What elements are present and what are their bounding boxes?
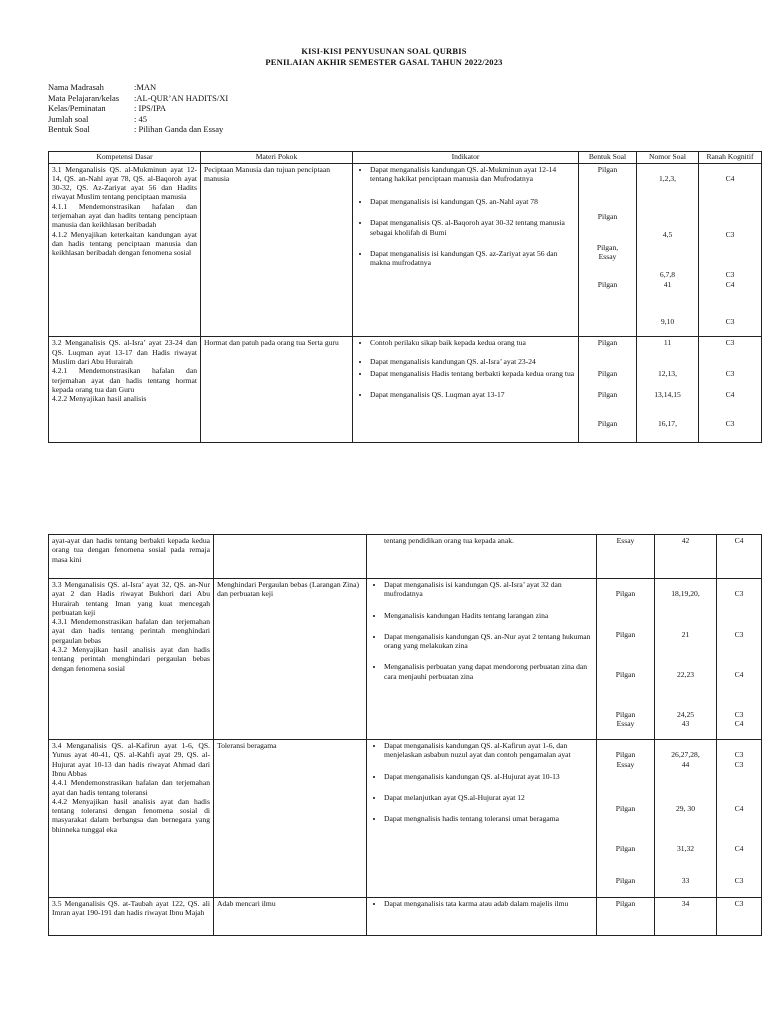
doc-subtitle: PENILAIAN AKHIR SEMESTER GASAL TAHUN 2022/2023 — [265, 57, 503, 67]
col-header-materi: Materi Pokok — [201, 152, 353, 164]
kd-text: 4.3.2 Menyajikan hasil analisis ayat dan hadis tentang perintah menghindari pergaulan bebas dengan fenomena sosial — [52, 645, 210, 673]
ranah-value: C3 — [725, 338, 735, 348]
kd-text: 3.1 Menganalisis QS. al-Mukminun ayat 12-14, QS. an-Nahl ayat 78, QS. al-Baqoroh ayat 30-32, QS. Az-Zariyat ayat 56 dan Hadits riwayat Muslim tentang penciptaan manusia — [52, 164, 197, 202]
bentuk-cell — [597, 579, 655, 740]
table-row — [49, 337, 762, 443]
meta-value: : 45 — [134, 113, 147, 124]
materi-cell — [214, 535, 367, 579]
materi-cell: Toleransi beragama — [214, 740, 367, 898]
bentuk-value: Pilgan — [615, 843, 636, 853]
indikator-cell — [367, 535, 597, 579]
bentuk-value: Pilgan — [615, 629, 636, 639]
ranah-value: C3 C3 — [734, 750, 744, 769]
ranah-cell — [717, 579, 762, 740]
meta-value: : IPS/IPA — [134, 103, 167, 114]
indikator-item: • Dapat menganalisis kandungan QS. al-Isra’ ayat 23-24 — [370, 357, 575, 366]
nomor-value: 11 — [663, 338, 672, 348]
bentuk-value: Pilgan Essay — [615, 750, 636, 769]
indikator-item: • Dapat menganalisis Hadis tentang berbakti kepada kedua orang tua — [370, 369, 575, 378]
kd-text: 4.1.1 Mendemonstrasikan hafalan dan terjemahan ayat dan hadits tentang penciptaan manusia dan keikhlasan beribadah — [52, 201, 197, 230]
indikator-cell — [367, 898, 597, 936]
table-row — [49, 163, 762, 337]
meta-key: Mata Pelajaran/kelas — [48, 92, 120, 103]
kd-text: 3.5 Menganalisis QS. at-Taubah ayat 122, QS. ali Imran ayat 190-191 dan hadis riwayat Ibnu Majah — [52, 899, 210, 918]
nomor-value: 26,27,28, 44 — [671, 750, 700, 769]
ranah-value: C3 — [734, 629, 744, 639]
bentuk-cell — [579, 163, 637, 337]
meta-row — [48, 82, 228, 93]
indikator-cell — [353, 163, 579, 337]
ranah-value: C4 — [734, 843, 744, 853]
nomor-value: 6,7,8 41 — [659, 270, 676, 289]
kd-text: 3.4 Menganalisis QS. al-Kafirun ayat 1-6, QS. Yunus ayat 40-41, QS. al-Kahfi ayat 29, QS. al-Hujurat ayat 10-13 dan hadis riwayat Ahmad dari Ibnu Abbas — [52, 741, 210, 778]
indikator-item: • Dapat menganalisis QS. Luqman ayat 13-17 — [370, 390, 575, 399]
meta-value: : Pilihan Ganda dan Essay — [134, 124, 224, 135]
kd-cell — [49, 740, 214, 898]
indikator-item: • Dapat menganalisis isi kandungan QS. az-Zariyat ayat 56 dan makna mufrodatnya — [370, 249, 575, 268]
meta-row — [48, 114, 228, 125]
indikator-item: • Dapat mengnalisis hadis tentang toleransi umat beragama — [384, 814, 593, 823]
bentuk-value: Pilgan — [597, 338, 618, 348]
nomor-value: 33 — [681, 876, 690, 886]
bentuk-value: Pilgan, Essay — [596, 242, 619, 261]
kd-text: 4.1.2 Menyajikan keterkaitan kandungan ayat dan hadis tentang penciptaan manusia dan keikhlasan beribadah dengan fenomena sosial — [52, 229, 197, 258]
meta-block — [48, 82, 228, 135]
col-header-kd: Kompetensi Dasar — [49, 152, 201, 164]
ranah-value: C4 — [725, 173, 735, 183]
meta-key: Jumlah soal — [48, 113, 89, 124]
ranah-value: C3 — [725, 230, 735, 240]
bentuk-value: Pilgan — [615, 589, 636, 599]
nomor-value: 1,2,3, — [658, 173, 677, 183]
ranah-cell — [699, 337, 762, 443]
nomor-cell — [655, 740, 717, 898]
indikator-item: • Dapat menganalisis QS. al-Baqoroh ayat 30-32 tentang manusia sebagai kholifah di Bumi — [370, 218, 575, 237]
col-header-nomor: Nomor Soal — [637, 152, 699, 164]
ranah-value: C3 — [734, 876, 744, 886]
col-header-ranah: Ranah Kognitif — [699, 152, 762, 164]
meta-row — [48, 124, 228, 135]
bentuk-value: Pilgan — [597, 279, 618, 289]
indikator-item: • Dapat menganalisis kandungan QS. al-Hujurat ayat 10-13 — [384, 772, 593, 781]
bentuk-value: Pilgan — [597, 164, 618, 174]
col-header-bentuk: Bentuk Soal — [579, 152, 637, 164]
table-row — [49, 740, 762, 898]
ranah-value: C4 — [734, 669, 744, 679]
bentuk-value: Pilgan — [615, 669, 636, 679]
ranah-cell — [699, 163, 762, 337]
kd-text: 4.2.1 Mendemonstrasikan hafalan dan terjemahan ayat dan hadis tentang hormat kepada orang tua dan Guru — [52, 366, 197, 394]
bentuk-cell — [579, 337, 637, 443]
meta-row — [48, 93, 228, 104]
nomor-value: 12,13, — [658, 369, 677, 379]
materi-cell: Hormat dan patuh pada orang tua Serta guru — [201, 337, 353, 443]
bentuk-value: Pilgan Essay — [615, 710, 636, 729]
meta-value: :AL-QUR’AN HADITS/XI — [134, 92, 229, 103]
materi-cell: Menghindari Pergaulan bebas (Larangan Zina) dan perbuatan keji — [214, 579, 367, 740]
kd-cell — [49, 579, 214, 740]
indikator-cell — [367, 740, 597, 898]
kd-cell — [49, 337, 201, 443]
kd-text: 4.3.1 Mendemonstrasikan hafalan dan terjemahan ayat dan hadis tentang perintah menghindari pergaulan bebas — [52, 617, 210, 645]
ranah-value: C4 — [725, 390, 735, 400]
kd-text: ayat-ayat dan hadis tentang berbakti kepada kedua orang tua dengan fenomena sosial pada remaja masa kini — [52, 536, 210, 564]
meta-key: Kelas/Peminatan — [48, 103, 106, 114]
kd-text: 4.4.2 Menyajikan hasil analisis ayat dan hadis tentang toleransi dengan fenomena sosial di masyarakat dalam berbangsa dan bernegara yang bhinneka tunggal eka — [52, 796, 210, 834]
indikator-item: • Dapat menganalisis kandungan QS. al-Mukminun ayat 12-14 tentang hakikat penciptaan manusia dan Mufrodatnya — [370, 165, 575, 184]
ranah-cell: C4 — [717, 535, 762, 579]
nomor-cell: 34 — [655, 898, 717, 936]
ranah-value: C3 C4 — [734, 710, 744, 729]
table-row — [49, 898, 762, 936]
ranah-value: C3 — [725, 369, 735, 379]
kd-text: 3.2 Menganalisis QS. al-Isra’ ayat 23-24 dan QS. Luqman ayat 13-17 dan Hadis riwayat Muslim dari Abu Hurairah — [52, 338, 197, 366]
materi-cell: Adab mencari ilmu — [214, 898, 367, 936]
indikator-cell — [367, 579, 597, 740]
ranah-value: C3 C4 — [725, 270, 735, 289]
kd-cell — [49, 535, 214, 579]
indikator-item: • Dapat menganalisis tata karma atau adab dalam majelis ilmu — [384, 899, 593, 908]
materi-cell: Peciptaan Manusia dan tujuan penciptaan manusia — [201, 163, 353, 337]
indikator-item: • Dapat menganalisis isi kandungan QS. an-Nahl ayat 78 — [370, 197, 575, 206]
ranah-cell — [717, 740, 762, 898]
kd-text: 4.2.2 Menyajikan hasil analisis — [52, 394, 147, 404]
ranah-value: C3 — [725, 316, 735, 326]
indikator-item: • Dapat menganalisis isi kandungan QS. al-Isra’ ayat 32 dan mufrodatnya — [384, 580, 593, 599]
bentuk-value: Pilgan — [615, 803, 636, 813]
ranah-value: C4 — [734, 803, 744, 813]
col-header-indikator: Indikator — [353, 152, 579, 164]
indikator-item: • Contoh perilaku sikap baik kepada kedua orang tua — [370, 338, 575, 347]
kd-text: 4.4.1 Mendemonstrasikan hafalan dan terjemahan ayat dan hadis tentang toleransi — [52, 778, 210, 797]
indikator-item: • Dapat melanjutkan ayat QS.al-Hujurat ayat 12 — [384, 793, 593, 802]
ranah-value: C3 — [734, 589, 744, 599]
nomor-value: 16,17, — [658, 419, 677, 429]
table-row — [49, 579, 762, 740]
table-row — [49, 535, 762, 579]
doc-title: KISI-KISI PENYUSUNAN SOAL QURBIS — [301, 46, 467, 56]
indikator-item: • Menganalisis kandungan Hadits tentang larangan zina — [384, 611, 593, 620]
nomor-cell — [637, 337, 699, 443]
nomor-value: 18,19,20, — [671, 589, 700, 599]
nomor-value: 4,5 — [662, 230, 673, 240]
kd-cell — [49, 898, 214, 936]
nomor-value: 22,23 — [676, 669, 695, 679]
bentuk-value: Pilgan — [597, 419, 618, 429]
bentuk-cell: Pilgan — [597, 898, 655, 936]
bentuk-cell: Essay — [597, 535, 655, 579]
indikator-text: tentang pendidikan orang tua kepada anak. — [384, 536, 514, 545]
bentuk-value: Pilgan — [615, 876, 636, 886]
nomor-cell: 42 — [655, 535, 717, 579]
nomor-value: 21 — [681, 629, 690, 639]
nomor-value: 13,14,15 — [654, 390, 681, 400]
bentuk-value: Pilgan — [597, 390, 618, 400]
nomor-value: 31,32 — [676, 843, 695, 853]
nomor-value: 9,10 — [660, 316, 675, 326]
nomor-value: 29, 30 — [676, 803, 695, 813]
indikator-item: • Dapat menganalisis kandungan QS. an-Nur ayat 2 tentang hukuman orang yang melakukan zina — [384, 632, 593, 651]
nomor-value: 24,25 43 — [676, 710, 695, 729]
bentuk-value: Pilgan — [597, 369, 618, 379]
nomor-cell — [655, 579, 717, 740]
kd-cell — [49, 163, 201, 337]
meta-row — [48, 103, 228, 114]
ranah-value: C3 — [725, 419, 735, 429]
ranah-cell: C3 — [717, 898, 762, 936]
bentuk-cell — [597, 740, 655, 898]
kisi-table-page2 — [48, 534, 762, 936]
indikator-item: • Menganalisis perbuatan yang dapat mendorong perbuatan zina dan cara menjauhi perbuatan zina — [384, 662, 593, 681]
bentuk-value: Pilgan — [597, 211, 618, 221]
kisi-table-page1 — [48, 151, 762, 443]
table-header-row — [49, 152, 762, 164]
meta-key: Nama Madrasah — [48, 82, 104, 92]
meta-value: :MAN — [134, 82, 157, 92]
meta-key: Bentuk Soal — [48, 124, 90, 135]
nomor-cell — [637, 163, 699, 337]
kd-text: 3.3 Menganalisis QS. al-Isra’ ayat 32, QS. an-Nur ayat 2 dan Hadis riwayat Bukhori dari Abu Hurairah tentang Iman yang kuat mencegah perbuatan keji — [52, 580, 210, 617]
indikator-item: • Dapat menganalisis kandungan QS. al-Kafirun ayat 1-6, dan menjelaskan asbabun nuzul ayat dan contoh pengamalan ayat — [384, 741, 593, 760]
indikator-cell — [353, 337, 579, 443]
